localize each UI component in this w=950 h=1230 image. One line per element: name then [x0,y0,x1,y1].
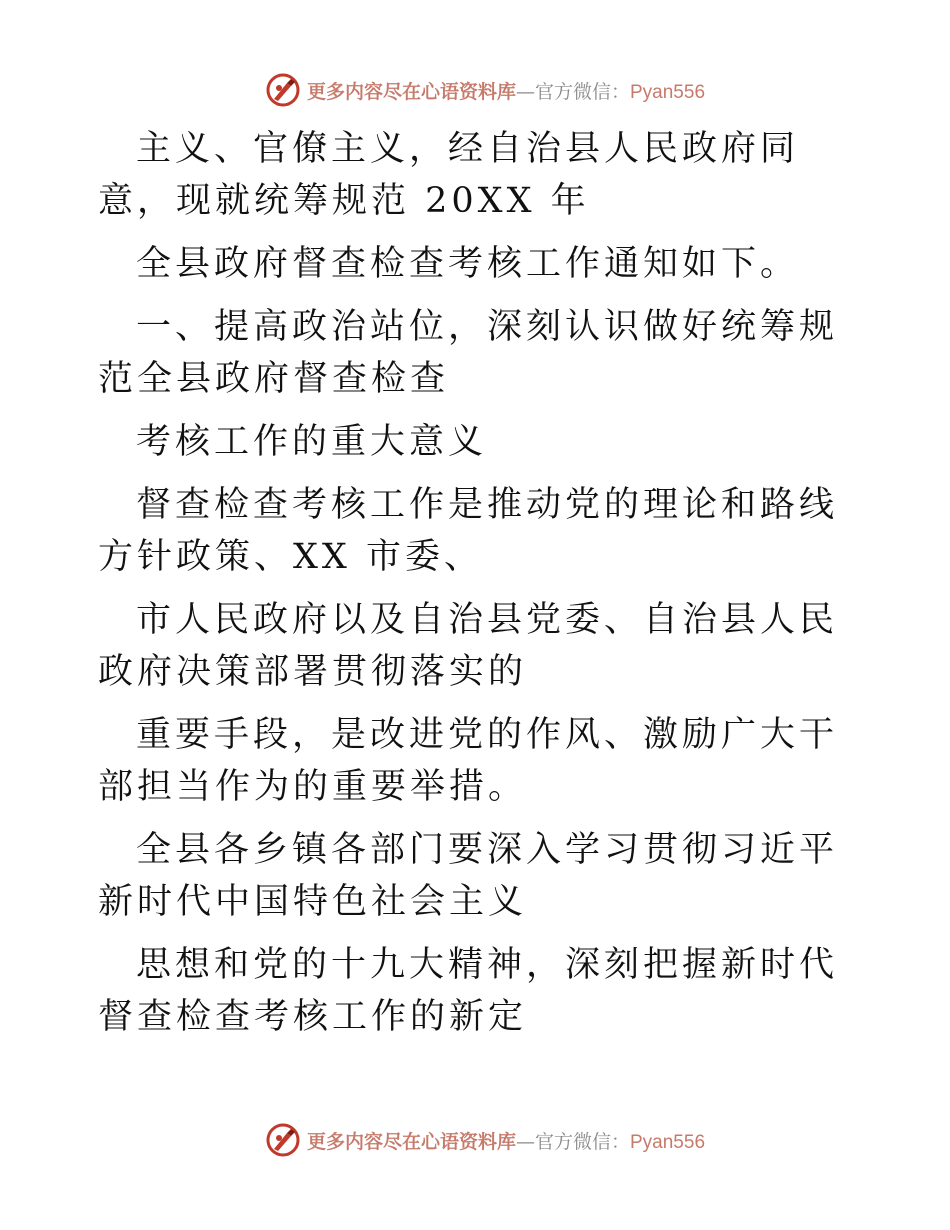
paragraph: 考核工作的重大意义 [136,422,488,462]
paragraph: 思想和党的十九大精神，深刻把握新时代督查检查考核工作的新定 [98,945,839,1037]
watermark-dash: — [515,1130,535,1153]
footer-watermark [0,1120,950,1160]
paragraph: 督查检查考核工作是推动党的理论和路线方针政策、XX 市委、 [98,485,839,577]
watermark-wechat-label: 官方微信： [534,80,630,103]
watermark-wechat-id: Pyan556 [630,81,706,103]
paragraph: 市人民政府以及自治县党委、自治县人民政府决策部署贯彻落实的 [98,600,839,692]
watermark-dash: — [515,80,535,103]
paragraph: 全县政府督查检查考核工作通知如下。 [136,244,800,284]
paragraph: 一、提高政治站位，深刻认识做好统筹规范全县政府督查检查 [98,307,839,399]
document-body [98,123,858,1054]
header-watermark [0,70,950,110]
paragraph: 全县各乡镇各部门要深入学习贯彻习近平新时代中国特色社会主义 [98,830,839,922]
watermark-prefix: 更多内容尽在心语资料库 [306,1130,516,1153]
watermark-group [265,1122,705,1158]
pen-logo-icon [265,72,301,108]
paragraph: 重要手段，是改进党的作风、激励广大干部担当作为的重要举措。 [98,715,839,807]
paragraph: 主义、官僚主义，经自治县人民政府同意，现就统筹规范 20XX 年 [98,129,800,221]
pen-logo-icon [265,1122,301,1158]
watermark-wechat-id: Pyan556 [630,1131,706,1153]
watermark-text [307,77,705,104]
watermark-text [307,1127,705,1154]
watermark-group [265,72,705,108]
watermark-wechat-label: 官方微信： [534,1130,630,1153]
watermark-prefix: 更多内容尽在心语资料库 [306,80,516,103]
